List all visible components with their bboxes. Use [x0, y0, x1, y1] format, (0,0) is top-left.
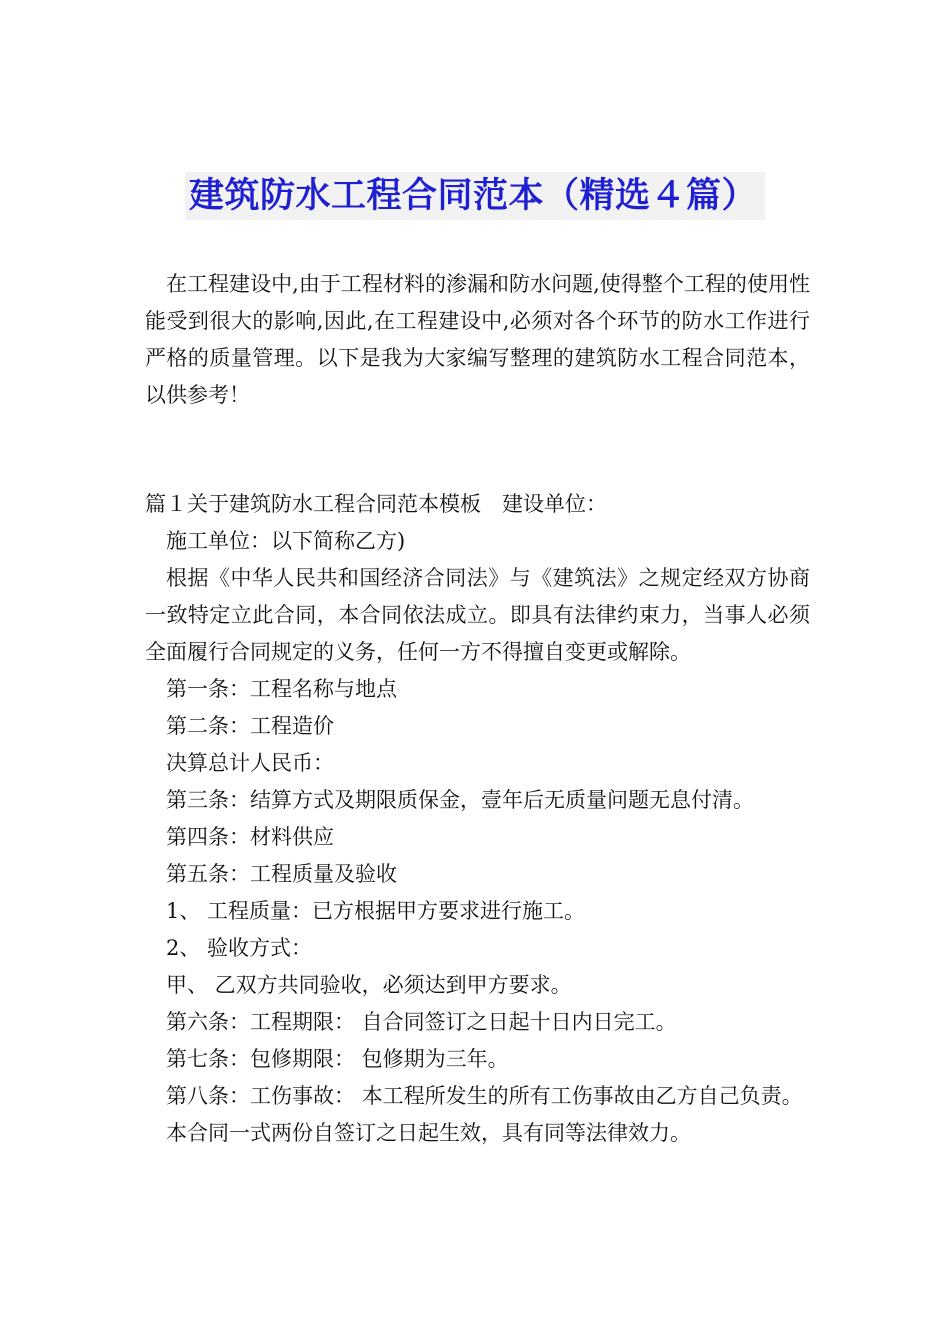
section-heading: 篇１关于建筑防水工程合同范本模板 建设单位：: [145, 492, 607, 516]
contract-line: 第七条：包修期限： 包修期为三年。: [166, 1047, 509, 1071]
contract-paragraph: 根据《中华人民共和国经济合同法》与《建筑法》之规定经双方协商一致特定立此合同，本合同依法成立。即具有法律约束力，当事人必须全面履行合同规定的义务，任何一方不得擅自变更或解除。: [145, 566, 810, 664]
contract-paragraph: 第八条：工伤事故： 本工程所发生的所有工伤事故由乙方自己负责。: [166, 1084, 803, 1108]
contract-line: 第三条：结算方式及期限质保金，壹年后无质量问题无息付清。: [166, 788, 754, 812]
contract-line: 甲、 乙双方共同验收，必须达到甲方要求。: [166, 973, 572, 997]
contract-line: 1、 工程质量：已方根据甲方要求进行施工。: [166, 899, 586, 923]
contract-line: 2、 验收方式：: [166, 936, 313, 960]
contract-body: [145, 486, 810, 1152]
contract-line: 施工单位：以下简称乙方): [166, 529, 406, 553]
contract-line: 决算总计人民币：: [166, 751, 334, 775]
contract-line: 第五条：工程质量及验收: [166, 862, 397, 886]
contract-line: 第一条：工程名称与地点: [166, 677, 397, 701]
contract-line: 第四条：材料供应: [166, 825, 334, 849]
contract-line: 第六条：工程期限： 自合同签订之日起十日内日完工。: [166, 1010, 677, 1034]
contract-line: 第二条：工程造价: [166, 714, 334, 738]
title-container: [0, 172, 950, 220]
contract-line: 本合同一式两份自签订之日起生效，具有同等法律效力。: [166, 1121, 691, 1145]
intro-paragraph: 在工程建设中,由于工程材料的渗漏和防水问题,使得整个工程的使用性能受到很大的影响,因此,在工程建设中,必须对各个环节的防水工作进行严格的质量管理。以下是我为大家编写整理的建筑防水工程合同范本，以供参考！: [145, 272, 810, 407]
document-title: 建筑防水工程合同范本（精选４篇）: [185, 172, 765, 220]
